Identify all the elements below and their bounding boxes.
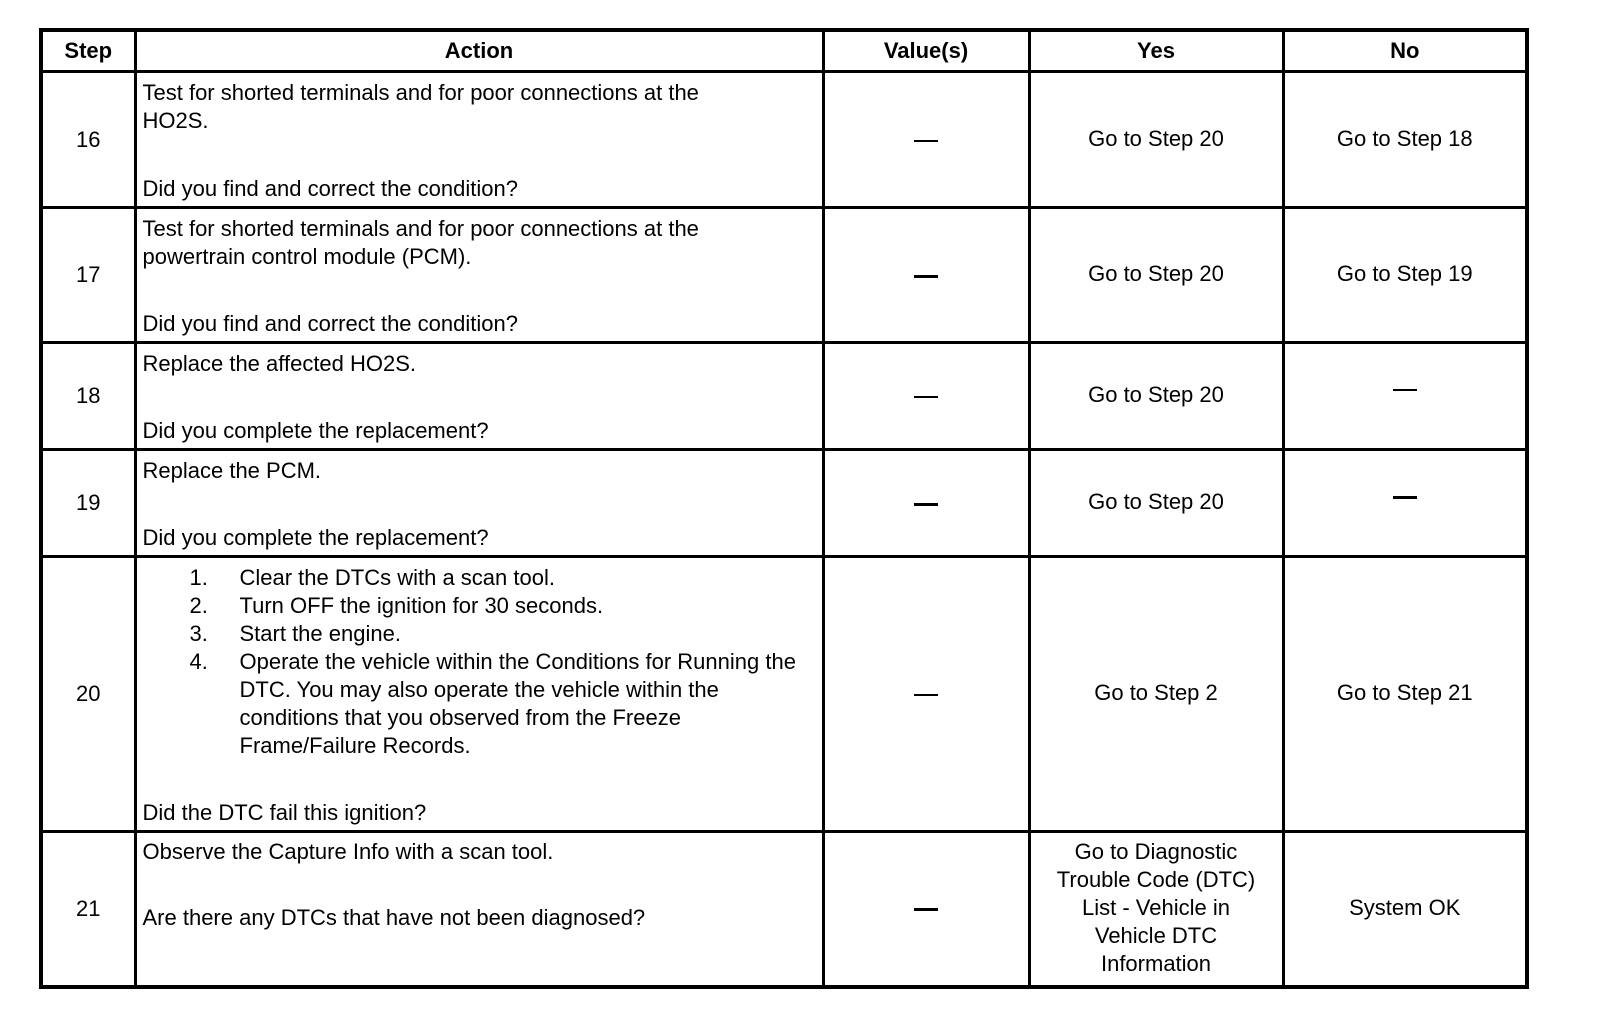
step-number: 16 [41, 72, 135, 208]
value-dash [914, 503, 938, 506]
step-number: 19 [41, 450, 135, 557]
action-cell [135, 832, 823, 987]
action-question: Did you complete the replacement? [142, 417, 489, 443]
no-result [1283, 450, 1527, 557]
yes-result: Go to Step 20 [1029, 450, 1283, 557]
action-question: Did the DTC fail this ignition? [142, 799, 427, 825]
header-no: No [1283, 30, 1527, 72]
action-text: Observe the Capture Info with a scan tool. [142, 839, 554, 865]
no-result [1283, 343, 1527, 450]
list-item: Clear the DTCs with a scan tool. [239, 564, 555, 590]
value-cell [823, 72, 1029, 208]
value-cell [823, 832, 1029, 987]
action-cell [135, 343, 823, 450]
step-number: 17 [41, 208, 135, 343]
action-cell [135, 557, 823, 832]
diagnostic-table [39, 28, 1529, 989]
list-item: Start the engine. [239, 620, 401, 646]
table-row [41, 450, 1527, 557]
action-question: Did you find and correct the condition? [142, 310, 518, 336]
no-result: Go to Step 18 [1283, 72, 1527, 208]
action-text: Replace the affected HO2S. [142, 350, 417, 376]
header-step: Step [41, 30, 135, 72]
action-question: Did you find and correct the condition? [142, 175, 518, 201]
yes-result: Go to Step 20 [1029, 343, 1283, 450]
list-item: Operate the vehicle within the Conditions for Running the DTC. You may also operate the vehicle within the conditions that you observed from the Freeze Frame/Failure Records. [239, 648, 796, 758]
no-dash [1393, 389, 1417, 391]
no-result: Go to Step 21 [1283, 557, 1527, 832]
table-row [41, 72, 1527, 208]
header-yes: Yes [1029, 30, 1283, 72]
value-dash [914, 396, 938, 398]
header-row [41, 30, 1527, 72]
action-text: Replace the PCM. [142, 457, 322, 483]
yes-result: Go to Step 20 [1029, 72, 1283, 208]
header-values: Value(s) [823, 30, 1029, 72]
value-dash [914, 275, 938, 278]
value-dash [914, 908, 938, 911]
no-result: Go to Step 19 [1283, 208, 1527, 343]
action-question: Are there any DTCs that have not been diagnosed? [142, 905, 646, 931]
value-dash [914, 694, 938, 696]
value-dash [914, 140, 938, 142]
table-row [41, 208, 1527, 343]
table-row [41, 343, 1527, 450]
action-question: Did you complete the replacement? [142, 524, 489, 550]
table-row [41, 557, 1527, 832]
list-item: Turn OFF the ignition for 30 seconds. [239, 592, 604, 618]
yes-result: Go to Step 20 [1029, 208, 1283, 343]
action-cell [135, 72, 823, 208]
action-cell [135, 208, 823, 343]
value-cell [823, 557, 1029, 832]
value-cell [823, 343, 1029, 450]
value-cell [823, 450, 1029, 557]
yes-result: Go to Diagnostic Trouble Code (DTC) List - Vehicle in Vehicle DTC Information [1029, 832, 1283, 987]
action-text: Test for shorted terminals and for poor connections at the HO2S. [142, 79, 699, 133]
step-number: 18 [41, 343, 135, 450]
no-dash [1393, 496, 1417, 499]
action-text: Test for shorted terminals and for poor connections at the powertrain control module (PCM). [142, 215, 699, 269]
action-cell [135, 450, 823, 557]
yes-result: Go to Step 2 [1029, 557, 1283, 832]
substep-list [143, 564, 816, 760]
step-number: 21 [41, 832, 135, 987]
table-row [41, 832, 1527, 987]
header-action: Action [135, 30, 823, 72]
step-number: 20 [41, 557, 135, 832]
no-result: System OK [1283, 832, 1527, 987]
value-cell [823, 208, 1029, 343]
